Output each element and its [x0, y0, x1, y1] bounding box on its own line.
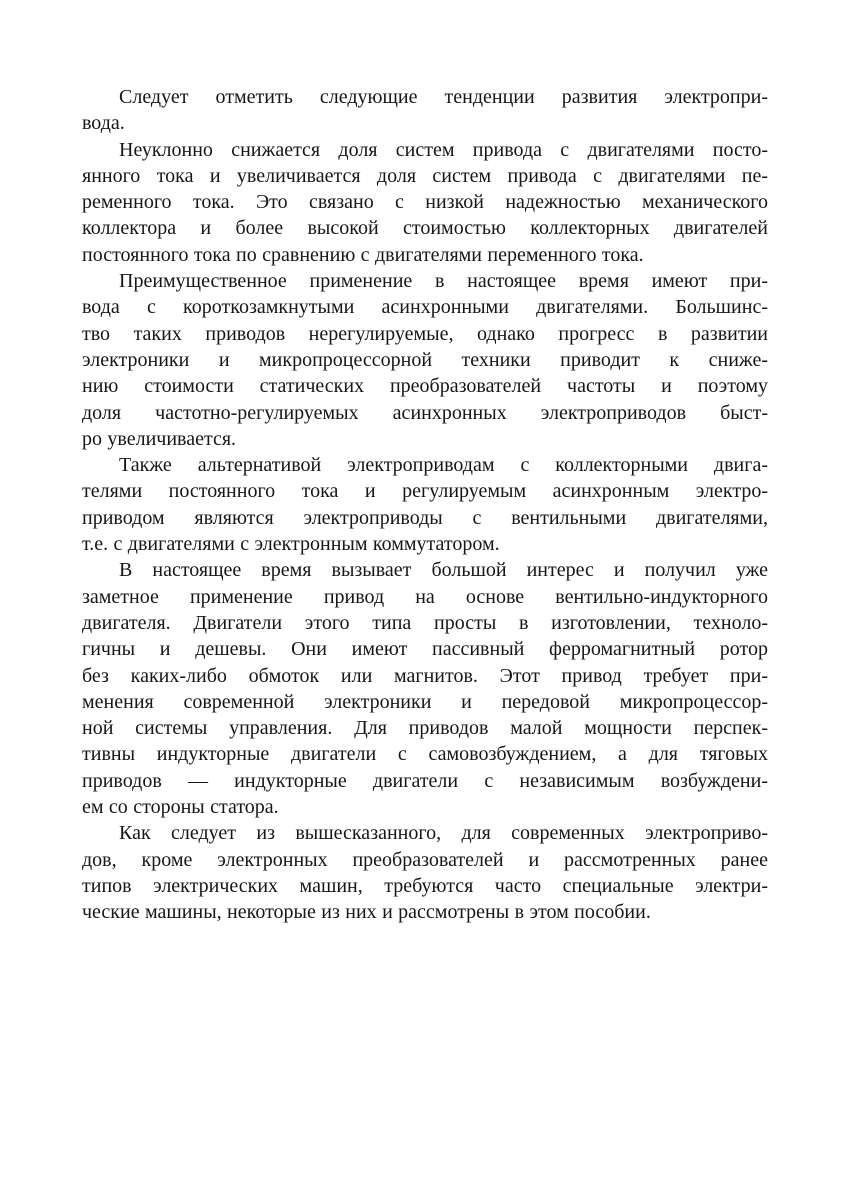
text-line: Также альтернативой электроприводам с коллекторными двига-: [119, 454, 768, 477]
text-line: коллектора и более высокой стоимостью коллекторных двигателей: [82, 217, 768, 240]
text-block: [82, 84, 768, 926]
text-line: нию стоимости статических преобразователей частоты и поэтому: [82, 375, 768, 398]
text-line: ной системы управления. Для приводов малой мощности перспек-: [82, 717, 768, 740]
text-line: ременного тока. Это связано с низкой надежностью механического: [82, 191, 768, 214]
text-line: Преимущественное применение в настоящее время имеют при-: [119, 270, 768, 293]
paragraph: [82, 452, 768, 557]
text-line: заметное применение привод на основе вентильно-индукторного: [82, 585, 768, 608]
text-line: т.е. с двигателями с электронным коммутатором.: [82, 533, 500, 556]
paragraph: [82, 557, 768, 820]
text-line: Как следует из вышесказанного, для современных электроприво-: [119, 822, 768, 845]
text-line: Неуклонно снижается доля систем привода с двигателями посто-: [119, 138, 768, 161]
text-line: двигателя. Двигатели этого типа просты в изготовлении, техноло-: [82, 611, 768, 634]
text-line: ческие машины, некоторые из них и рассмотрены в этом пособии.: [82, 901, 651, 924]
text-line: тивны индукторные двигатели с самовозбуждением, а для тяговых: [82, 743, 768, 766]
text-line: доля частотно-регулируемых асинхронных электроприводов быст-: [82, 401, 768, 424]
text-line: без каких-либо обмоток или магнитов. Этот привод требует при-: [82, 664, 768, 687]
text-line: ро увеличивается.: [82, 427, 237, 450]
paragraph: [82, 268, 768, 452]
text-line: дов, кроме электронных преобразователей и рассмотренных ранее: [82, 848, 768, 871]
text-line: вода.: [82, 112, 125, 135]
text-line: В настоящее время вызывает большой интерес и получил уже: [119, 559, 768, 582]
text-line: ем со стороны статора.: [82, 796, 279, 819]
text-line: гичны и дешевы. Они имеют пассивный ферромагнитный ротор: [82, 638, 768, 661]
text-line: телями постоянного тока и регулируемым асинхронным электро-: [82, 480, 768, 503]
text-line: приводов — индукторные двигатели с независимым возбуждени-: [82, 769, 768, 792]
text-line: тво таких приводов нерегулируемые, однако прогресс в развитии: [82, 322, 768, 345]
text-line: Следует отметить следующие тенденции развития электропри-: [119, 86, 768, 108]
text-line: менения современной электроники и передовой микропроцессор-: [82, 690, 768, 713]
text-line: типов электрических машин, требуются часто специальные электри-: [82, 874, 768, 897]
text-line: электроники и микропроцессорной техники приводит к сниже-: [82, 348, 768, 371]
paragraph: [82, 84, 768, 137]
text-line: приводом являются электроприводы с вентильными двигателями,: [82, 506, 768, 529]
text-line: янного тока и увеличивается доля систем привода с двигателями пе-: [82, 164, 768, 187]
text-line: постоянного тока по сравнению с двигателями переменного тока.: [82, 243, 644, 266]
text-line: вода с короткозамкнутыми асинхронными двигателями. Большинс-: [82, 296, 768, 319]
paragraph: [82, 820, 768, 925]
paragraph: [82, 137, 768, 268]
